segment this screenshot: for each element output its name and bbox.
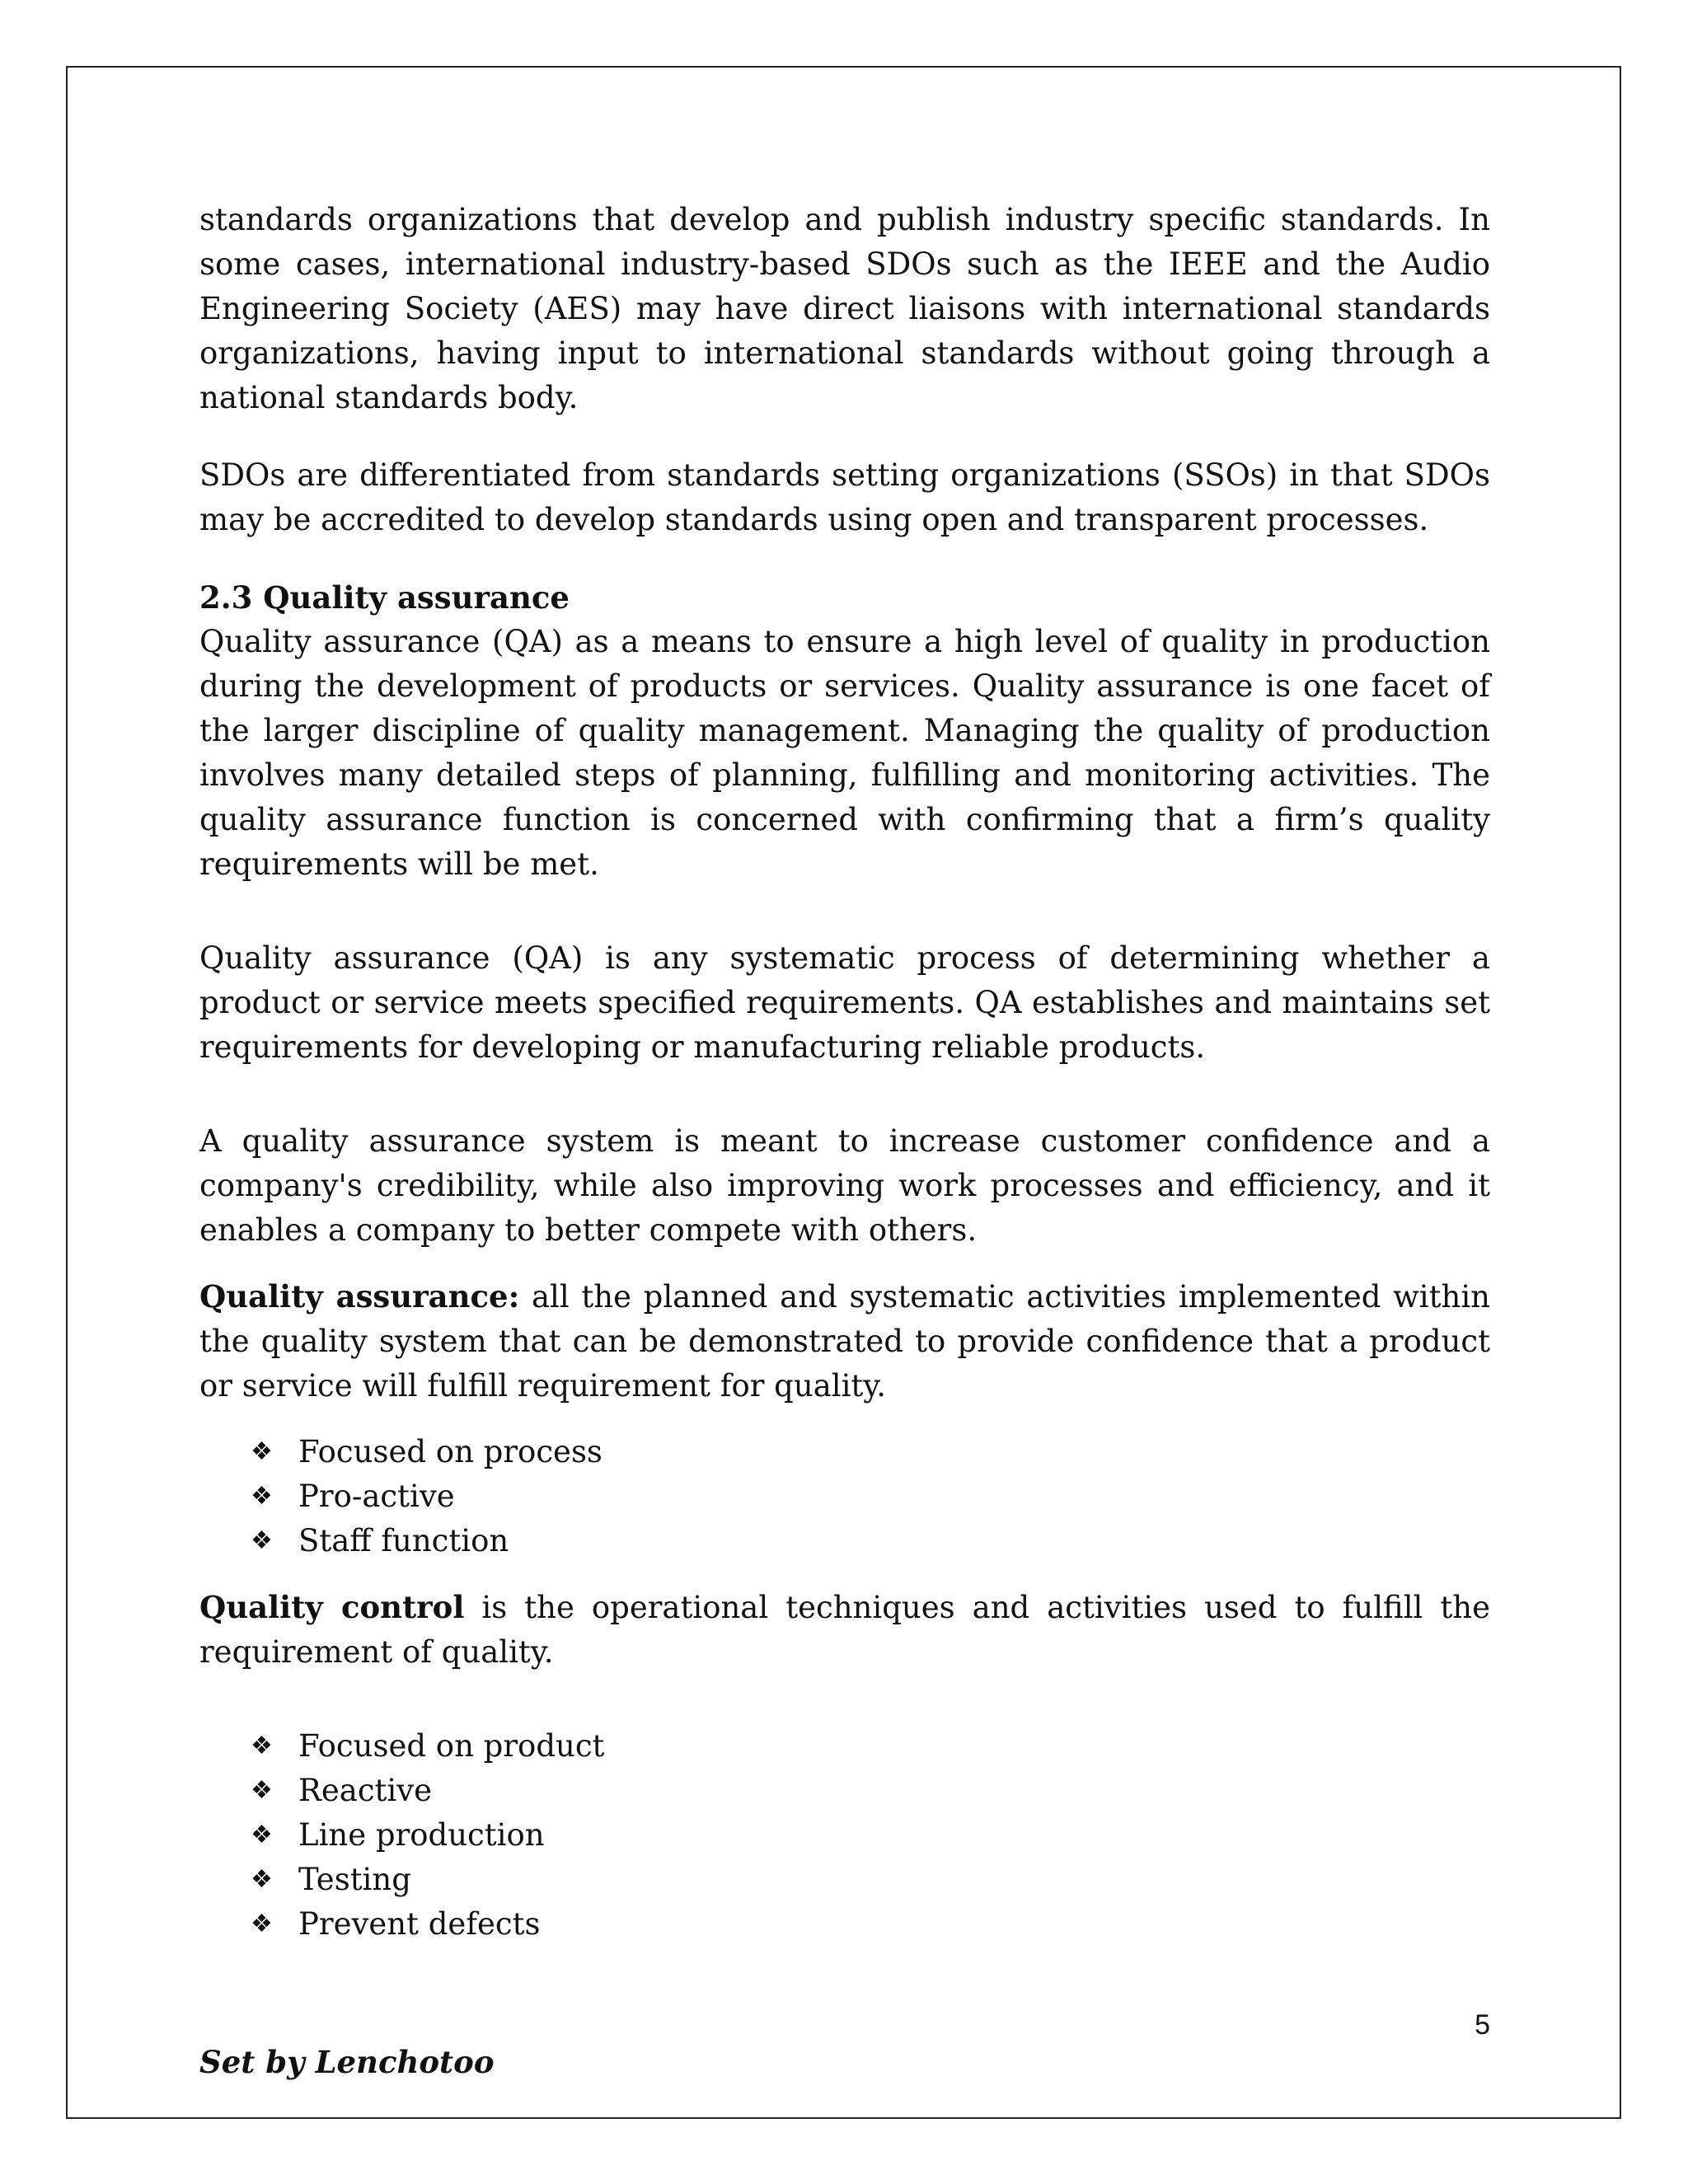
qc-definition-term: Quality control — [199, 1589, 465, 1625]
paragraph-qa-system: A quality assurance system is meant to increase customer confidence and a company's credibility, while also improving work processes and efficiency, and it enables a company to better compete with others. — [199, 1123, 1490, 1248]
diamond-bullet-icon: ❖ — [251, 1776, 273, 1805]
diamond-bullet-icon: ❖ — [251, 1482, 273, 1511]
diamond-bullet-icon: ❖ — [251, 1526, 273, 1555]
paragraph-qa-systematic: Quality assurance (QA) is any systematic process of determining whether a product or service meets specified requirements. QA establishes and maintains set requirements for developing or manufacturing reliable products. — [199, 940, 1490, 1065]
list-item: ❖ Prevent defects — [251, 1902, 1490, 1947]
list-item: ❖ Reactive — [251, 1769, 1490, 1813]
diamond-bullet-icon: ❖ — [251, 1865, 273, 1894]
list-item: ❖ Testing — [251, 1858, 1490, 1902]
diamond-bullet-icon: ❖ — [251, 1821, 273, 1849]
qa-bullet-list — [199, 1430, 1490, 1563]
paragraph-qa-means: Quality assurance (QA) as a means to ensure a high level of quality in production during the development of products or services. Quality assurance is one facet of the larger discipline of quality management. Managing the quality of production involves many detailed steps of planning, fulfilling and monitoring activities. The quality assurance function is concerned with confirming that a firm’s quality requirements will be met. — [199, 624, 1490, 882]
section-heading: 2.3 Quality assurance — [199, 579, 570, 616]
qa-definition-term: Quality assurance: — [199, 1278, 520, 1315]
qc-definition-text: is the operational techniques and activities used to fulfill the requirement of quality. — [199, 1590, 1490, 1670]
qa-definition-text: all the planned and systematic activities implemented within the quality system that can be demonstrated to provide confidence that a product or service will fulfill requirement for quality. — [199, 1279, 1491, 1404]
qc-definition — [199, 1585, 1490, 1675]
list-item: ❖ Staff function — [251, 1519, 1490, 1563]
diamond-bullet-icon: ❖ — [251, 1910, 273, 1938]
document-body — [199, 198, 1490, 1968]
list-item: ❖ Focused on process — [251, 1430, 1490, 1474]
list-item: ❖ Pro-active — [251, 1474, 1490, 1519]
paragraph-sdo-international: standards organizations that develop and publish industry specific standards. In some cases, international industry-based SDOs such as the IEEE and the Audio Engineering Society (AES) may have direct liaisons with international standards organizations, having input to international standards without going through a national standards body. — [199, 202, 1490, 415]
qa-definition — [199, 1274, 1490, 1408]
diamond-bullet-icon: ❖ — [251, 1437, 273, 1466]
qc-bullet-list — [199, 1724, 1490, 1947]
diamond-bullet-icon: ❖ — [251, 1732, 273, 1760]
list-item: ❖ Line production — [251, 1813, 1490, 1858]
page-number: 5 — [1475, 2009, 1490, 2041]
footer-author: Set by Lenchotoo — [199, 2044, 495, 2080]
list-item: ❖ Focused on product — [251, 1724, 1490, 1769]
paragraph-sdo-vs-sso: SDOs are differentiated from standards setting organizations (SSOs) in that SDOs may be accredited to develop standards using open and transparent processes. — [199, 457, 1490, 537]
